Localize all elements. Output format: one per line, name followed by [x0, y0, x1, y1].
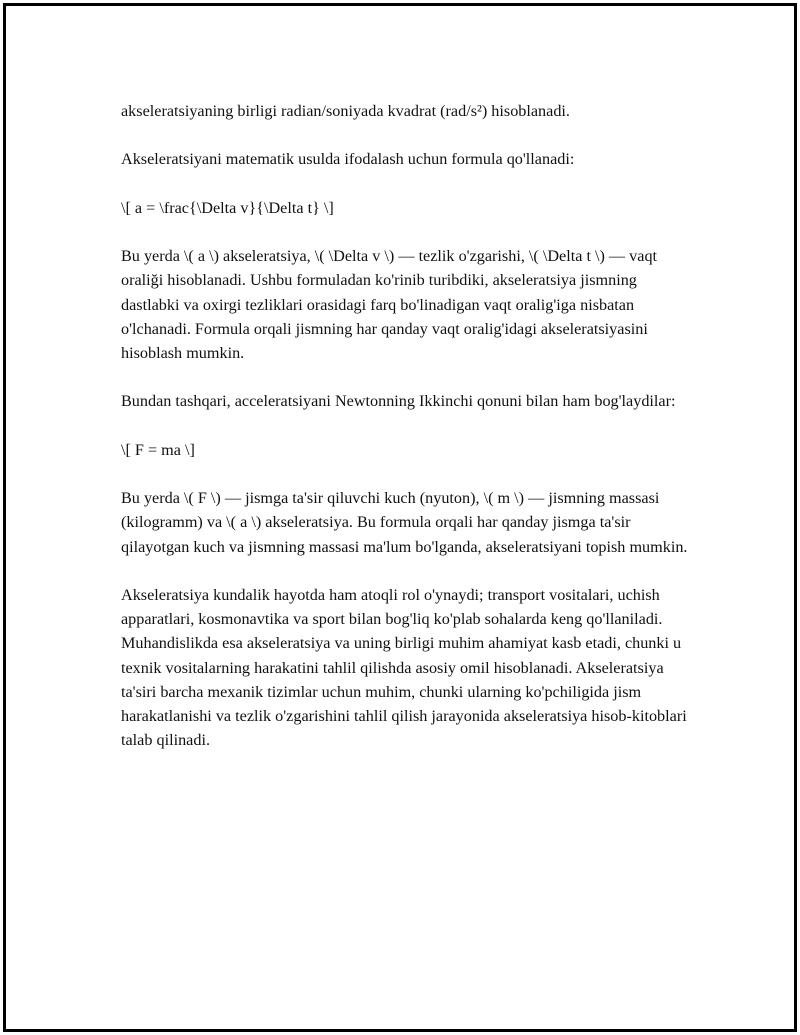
paragraph-applications: Akseleratsiya kundalik hayotda ham atoqli rol o'ynaydi; transport vositalari, uchish apparatlari, kosmonavtika va sport bilan bog'liq ko'plab sohalarda keng qo'llaniladi. Muhandislikda esa akseleratsiya va uning birligi muhim ahamiyat kasb etadi, chunki u texnik vositalarning harakatini tahlil qilishda asosiy omil hisoblanadi. Akseleratsiya ta'siri barcha mexanik tizimlar uchun muhim, chunki ularning ko'pchiligida jism harakatlanishi va tezlik o'zgarishini tahlil qilish jarayonida akseleratsiya hisob-kitoblari talab qilinadi.: [121, 585, 687, 750]
paragraph-newton-explanation: Bu yerda \( F \) — jismga ta'sir qiluvchi kuch (nyuton), \( m \) — jismning massasi (kilogramm) va \( a \) akseleratsiya. Bu formula orqali har qanday jismga ta'sir qilayotgan kuch va jismning massasi ma'lum bo'lganda, akseleratsiyani topish mumkin.: [121, 489, 688, 556]
paragraph-formula-explanation: Bu yerda \( a \) akseleratsiya, \( \Delta v \) — tezlik o'zgarishi, \( \Delta t \) — vaqt oraliği hisoblanadi. Ushbu formuladan ko'rinib turibdiki, akseleratsiya jismning dastlabki va oxirgi tezliklari orasidagi farq bo'linadigan vaqt oralig'iga nisbatan o'lchanadi. Formula orqali jismning har qanday vaqt oralig'idagi akseleratsiyasini hisoblash mumkin.: [121, 247, 658, 362]
document-body: [121, 99, 691, 777]
formula-newton-second-law: \[ F = ma \]: [121, 440, 195, 459]
page-frame: [3, 3, 797, 1032]
formula-acceleration: \[ a = \frac{\Delta v}{\Delta t} \]: [121, 198, 334, 217]
paragraph-newton-intro: Bundan tashqari, acceleratsiyani Newtonning Ikkinchi qonuni bilan ham bog'laydilar:: [121, 392, 676, 411]
paragraph-formula-intro: Akseleratsiyani matematik usulda ifodalash uchun formula qo'llanadi:: [121, 150, 575, 169]
paragraph-unit-definition: akseleratsiyaning birligi radian/soniyada kvadrat (rad/s²) hisoblanadi.: [121, 102, 570, 120]
